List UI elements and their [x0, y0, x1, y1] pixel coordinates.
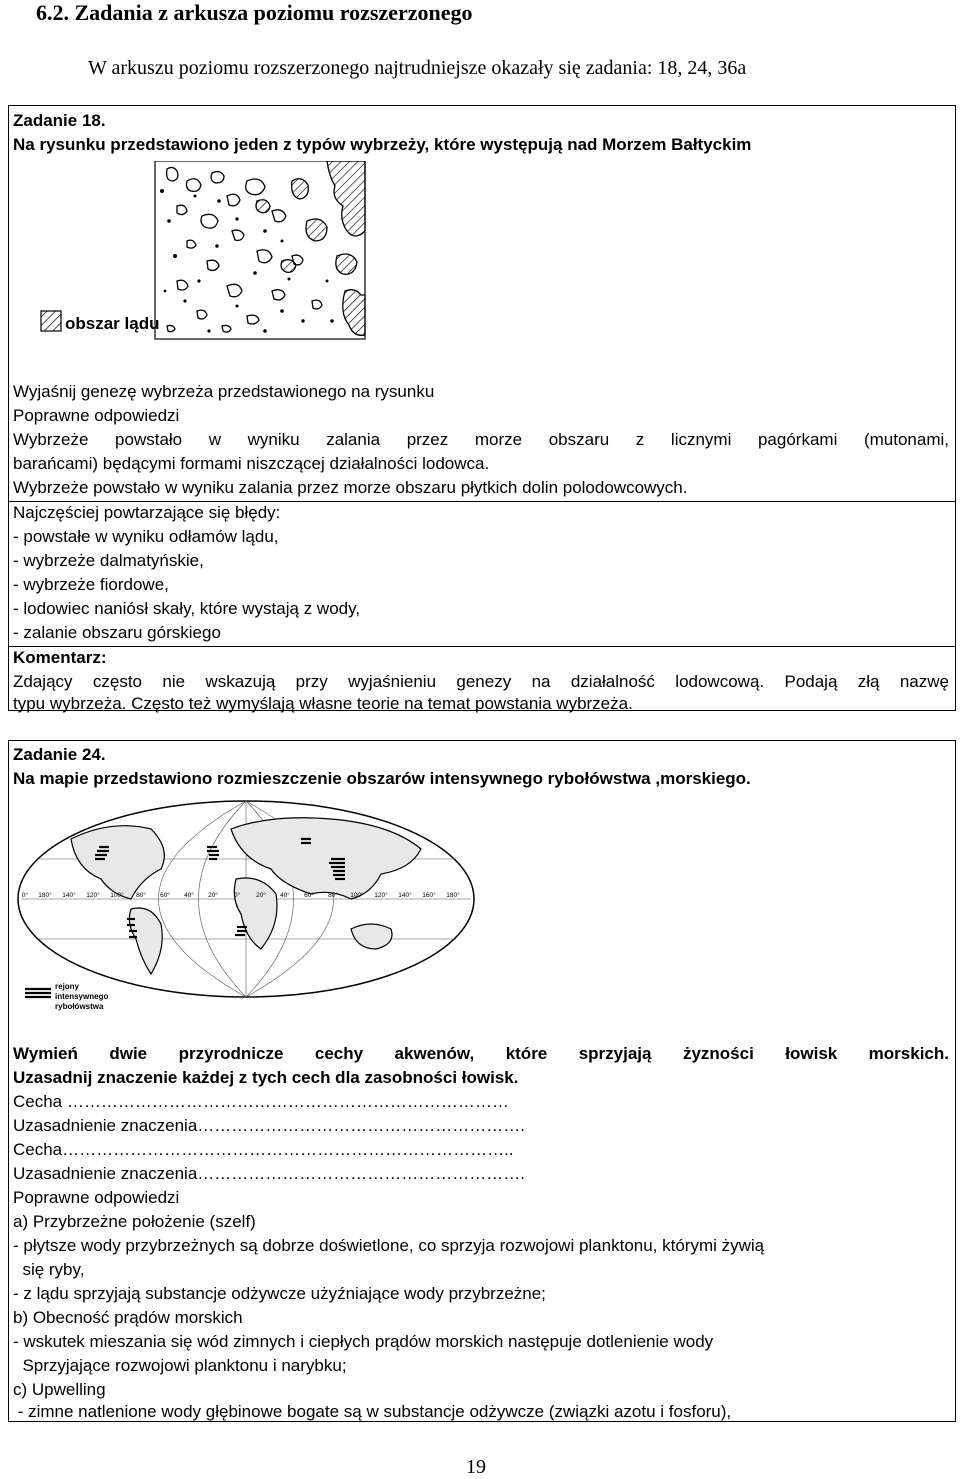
answer-item: Sprzyjające rozwojowi planktonu i narybku; [13, 1356, 347, 1375]
longitude-label: 60° [304, 892, 314, 899]
task24-question-line1: Wymień dwie przyrodnicze cechy akwenów, które sprzyjają żyzności łowisk morskich. [13, 1044, 949, 1063]
longitude-label: 0° [233, 892, 241, 899]
world-fishing-map [11, 799, 481, 1079]
answer-blank: Cecha …………………………………………………………………… [13, 1092, 509, 1111]
task24-question-line2: Uzasadnij znaczenie każdej z tych cech dla zasobności łowisk. [13, 1068, 519, 1087]
task18-answer1-line1: Wybrzeże powstało w wyniku zalania przez morze obszaru z licznymi pagórkami (mutonami, [13, 430, 949, 449]
answer-item: się ryby, [13, 1260, 85, 1279]
answer-item: b) Obecność prądów morskich [13, 1308, 243, 1327]
task18-answers-heading: Poprawne odpowiedzi [13, 406, 180, 425]
longitude-label: 140° [398, 892, 412, 899]
task18-comment-line1: Zdający często nie wskazują przy wyjaśnieniu genezy na działalność lodowcową. Podają złą nazwę [13, 672, 949, 691]
longitude-label: 120° [374, 892, 388, 899]
coastline-figure [27, 161, 377, 341]
longitude-label: 20° [256, 892, 266, 899]
task18-title: Zadanie 18. [13, 111, 106, 130]
answer-item: - z lądu sprzyjają substancje odżywcze użyźniające wody przybrzeżne; [13, 1284, 546, 1303]
answer-blank: Cecha…………………………………………………………………….. [13, 1140, 514, 1159]
task18-prompt: Na rysunku przedstawiono jeden z typów wybrzeży, które występują nad Morzem Bałtyckim [13, 135, 752, 154]
error-item: - wybrzeże fiordowe, [13, 575, 169, 594]
answer-item: c) Upwelling [13, 1380, 106, 1399]
longitude-label: 140° [62, 892, 76, 899]
task18-comment-heading: Komentarz: [13, 648, 107, 667]
longitude-label: 160° [422, 892, 436, 899]
task24-box [8, 740, 956, 1422]
divider [9, 501, 955, 502]
answer-item: - wskutek mieszania się wód zimnych i ciepłych prądów morskich następuje dotlenienie wody [13, 1332, 714, 1351]
error-item: - powstałe w wyniku odłamów lądu, [13, 527, 279, 546]
answer-item: - zimne natlenione wody głębinowe bogate są w substancje odżywcze (związki azotu i fosforu), [13, 1402, 732, 1421]
error-item: - wybrzeże dalmatyńskie, [13, 551, 204, 570]
intro-text: W arkuszu poziomu rozszerzonego najtrudniejsze okazały się zadania: 18, 24, 36a [88, 57, 747, 79]
task18-question: Wyjaśnij genezę wybrzeża przedstawionego na rysunku [13, 382, 435, 401]
page-number: 19 [466, 1456, 486, 1478]
answer-blank: Uzasadnienie znaczenia…………………………………………………. [13, 1116, 526, 1135]
answer-item: a) Przybrzeżne położenie (szelf) [13, 1212, 256, 1231]
answer-item: - płytsze wody przybrzeżnych są dobrze doświetlone, co sprzyja rozwojowi planktonu, którymi żywią [13, 1236, 765, 1255]
longitude-label: 100° [350, 892, 364, 899]
task18-errors-heading: Najczęściej powtarzające się błędy: [13, 503, 281, 522]
longitude-label: 180° [38, 892, 52, 899]
land-legend-label: obszar lądu [65, 314, 160, 333]
longitude-label: 20° [208, 892, 218, 899]
error-item: - lodowiec naniósł skały, które wystają z wody, [13, 599, 361, 618]
task24-answers-heading: Poprawne odpowiedzi [13, 1188, 180, 1207]
task18-answer2: Wybrzeże powstało w wyniku zalania przez morze obszaru płytkich dolin polodowcowych. [13, 478, 688, 497]
task18-comment-line2: typu wybrzeża. Często też wymyślają własne teorie na temat powstania wybrzeża. [13, 694, 633, 713]
fishing-legend-label: intensywnego [55, 992, 109, 1001]
longitude-label: 120° [86, 892, 100, 899]
longitude-label: 0° [21, 892, 29, 899]
longitude-label: 40° [280, 892, 290, 899]
task24-prompt: Na mapie przedstawiono rozmieszczenie obszarów intensywnego rybołówstwa ,morskiego. [13, 769, 751, 788]
task24-title: Zadanie 24. [13, 745, 106, 764]
task18-answer1-line2: barańcami) będącymi formami niszczącej działalności lodowca. [13, 454, 490, 473]
fishing-legend-label: rejony [55, 982, 80, 991]
longitude-label: 80° [136, 892, 146, 899]
longitude-label: 40° [184, 892, 194, 899]
longitude-label: 100° [110, 892, 124, 899]
fishing-legend-swatch [25, 989, 51, 997]
error-item: - zalanie obszaru górskiego [13, 623, 221, 642]
task18-box [8, 105, 956, 711]
divider [9, 646, 955, 647]
fishing-legend-label: rybołówstwa [55, 1002, 104, 1011]
section-title: 6.2. Zadania z arkusza poziomu rozszerzonego [36, 0, 473, 25]
land-legend-swatch [41, 311, 61, 331]
answer-blank: Uzasadnienie znaczenia…………………………………………………. [13, 1164, 526, 1183]
longitude-label: 180° [446, 892, 460, 899]
longitude-label: 60° [160, 892, 170, 899]
longitude-label: 80° [328, 892, 338, 899]
